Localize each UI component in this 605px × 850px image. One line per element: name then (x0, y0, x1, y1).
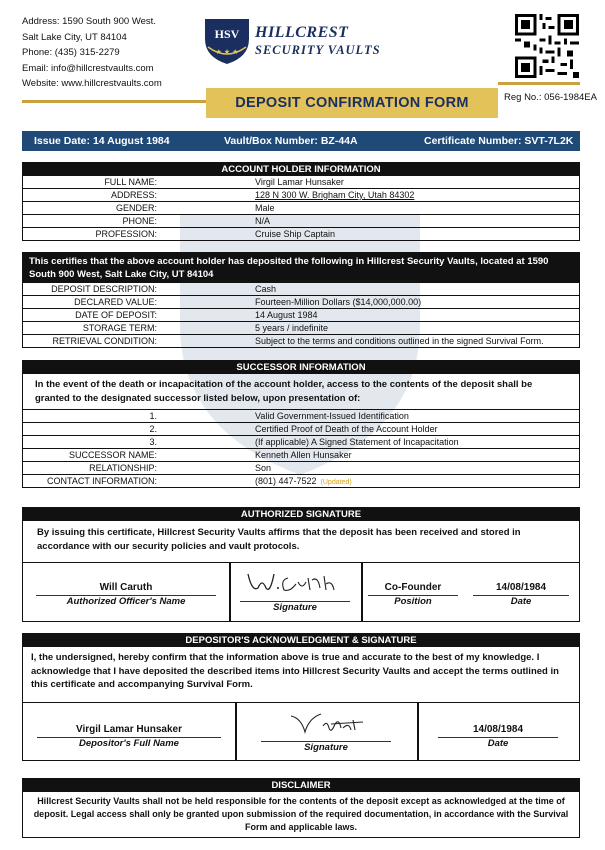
logo-shield-icon (203, 17, 251, 65)
disclaimer-text: Hillcrest Security Vaults shall not be held responsible for the contents of the deposit except as acknowledged at the time of deposit. Legal access shall only be granted upon submission of the required documentation, in accordance with the Survival Form and applicable laws. (33, 796, 569, 832)
field-value (255, 475, 352, 489)
qr-code (515, 14, 579, 78)
authorized-text: By issuing this certificate, Hillcrest Security Vaults affirms that the deposit has been received and stored in accordance with our security policies and vault protocols. (37, 527, 521, 552)
section-title: SUCCESSOR INFORMATION (23, 361, 579, 374)
position-label: Position (394, 596, 432, 607)
field-value: Cruise Ship Captain (255, 229, 336, 239)
depositor-signature (271, 708, 381, 736)
officer-name-label: Authorized Officer's Name (66, 596, 186, 607)
brand-line2: SECURITY VAULTS (255, 43, 381, 57)
field-row (23, 228, 579, 240)
depositor-name-cell (23, 724, 235, 749)
field-value: (If applicable) A Signed Statement of Incapacitation (255, 437, 459, 447)
svg-text:★ ★ ★: ★ ★ ★ (215, 49, 239, 56)
field-row (23, 215, 579, 228)
gold-divider-right (498, 82, 580, 85)
field-label: ADDRESS: (110, 190, 157, 200)
field-value: Son (255, 463, 272, 473)
officer-signature-cell (229, 568, 361, 613)
field-row (23, 436, 579, 449)
field-value: Certified Proof of Death of the Account Holder (255, 424, 438, 434)
reg-number: Reg No.: 056-1984EA (504, 92, 597, 103)
depositor-signature-cell (235, 708, 417, 753)
field-row (23, 462, 579, 475)
website-line: Website: www.hillcrestvaults.com (22, 78, 162, 89)
field-label: DATE OF DEPOSIT: (75, 310, 157, 320)
depositor-date: 14/08/1984 (472, 724, 524, 735)
acknowledgment-text: I, the undersigned, hereby confirm that the information above is true and accurate to the best of my knowledge. I acknowledge that I have deposited the described items into Hillcrest Security Vaults and accept the terms outlined in this certificate and accompanying Survival Form. (31, 652, 559, 690)
field-label: PHONE: (122, 216, 157, 226)
form-title: DEPOSIT CONFIRMATION FORM (235, 95, 469, 111)
field-label: GENDER: (115, 203, 157, 213)
field-row (23, 283, 579, 296)
field-value: Cash (255, 284, 277, 294)
field-label: DEPOSIT DESCRIPTION: (51, 284, 157, 294)
field-label: STORAGE TERM: (82, 323, 157, 333)
field-row (23, 322, 579, 335)
depositor-name-label: Depositor's Full Name (79, 738, 179, 749)
field-row (23, 410, 579, 423)
officer-position: Co-Founder (384, 582, 442, 593)
field-row (23, 202, 579, 215)
authorized-date: 14/08/1984 (495, 582, 547, 593)
brand-line1: HILLCREST (255, 24, 349, 41)
signature-label: Signature (304, 742, 348, 753)
email-line: Email: info@hillcrestvaults.com (22, 62, 154, 74)
logo-initials: HSV (214, 27, 240, 41)
field-label: 2. (149, 424, 157, 434)
deposit-intro: This certifies that the above account holder has deposited the following in Hillcrest Security Vaults, located at 1590 South 900 West, Salt Lake City, UT 84104 (23, 253, 579, 283)
account-holder-section (22, 162, 580, 241)
section-title: AUTHORIZED SIGNATURE (23, 508, 579, 521)
field-row (23, 423, 579, 436)
gold-divider-left (22, 100, 206, 103)
contact-value: (801) 447-7522 (255, 476, 317, 486)
field-row (23, 475, 579, 487)
account-holder-rows (23, 176, 579, 240)
field-row (23, 296, 579, 309)
field-row (23, 309, 579, 322)
depositor-name: Virgil Lamar Hunsaker (76, 724, 182, 735)
field-value: Virgil Lamar Hunsaker (255, 177, 344, 187)
successor-rows (23, 409, 579, 487)
disclaimer-section (22, 778, 580, 838)
field-label: FULL NAME: (104, 177, 157, 187)
vault-box-number: Vault/Box Number: BZ-44A (224, 135, 358, 147)
field-label: PROFESSION: (95, 229, 157, 239)
field-value: 5 years / indefinite (255, 323, 329, 333)
officer-name: Will Caruth (99, 582, 153, 593)
field-row (23, 189, 579, 202)
field-label: SUCCESSOR NAME: (68, 450, 157, 460)
authorized-date-cell (465, 582, 577, 607)
field-value: Fourteen-Million Dollars ($14,000,000.00) (255, 297, 422, 307)
signature-label: Signature (273, 602, 317, 613)
contact-block (22, 14, 162, 92)
field-value: Kenneth Allen Hunsaker (255, 450, 352, 460)
position-cell (361, 582, 465, 607)
section-title: ACCOUNT HOLDER INFORMATION (23, 163, 579, 176)
certificate-number: Certificate Number: SVT-7L2K (424, 135, 574, 147)
date-label: Date (487, 738, 509, 749)
deposit-rows (23, 283, 579, 347)
field-row (23, 176, 579, 189)
field-value: 14 August 1984 (255, 310, 318, 320)
officer-name-cell (23, 582, 229, 607)
authorized-signature-section (22, 507, 580, 622)
section-title: DEPOSITOR'S ACKNOWLEDGMENT & SIGNATURE (23, 634, 579, 647)
successor-intro: In the event of the death or incapacitation of the account holder, access to the contents of the deposit shall be granted to the designated successor listed below, upon presentation of: (35, 379, 533, 404)
address-line: Address: 1590 South 900 West. (22, 16, 156, 27)
field-value: Male (255, 203, 275, 213)
field-label: CONTACT INFORMATION: (47, 476, 157, 486)
field-label: 1. (149, 411, 157, 421)
updated-note: (Updated) (320, 479, 352, 486)
field-value: Subject to the terms and conditions outlined in the signed Survival Form. (255, 336, 544, 346)
officer-signature (240, 568, 350, 596)
issue-date: Issue Date: 14 August 1984 (34, 135, 170, 147)
field-label: DECLARED VALUE: (74, 297, 157, 307)
field-value: 128 N 300 W. Brigham City, Utah 84302 (255, 190, 415, 200)
field-label: RETRIEVAL CONDITION: (52, 336, 157, 346)
date-label: Date (510, 596, 532, 607)
info-bar (22, 131, 580, 151)
field-row (23, 335, 579, 347)
field-value: Valid Government-Issued Identification (255, 411, 409, 421)
brand-name (255, 24, 381, 58)
section-title: DISCLAIMER (23, 779, 579, 792)
field-value: N/A (255, 216, 271, 226)
field-row (23, 449, 579, 462)
field-label: 3. (149, 437, 157, 447)
field-label: RELATIONSHIP: (89, 463, 157, 473)
acknowledgment-section (22, 633, 580, 761)
deposit-section (22, 252, 580, 348)
city-line: Salt Lake City, UT 84104 (22, 31, 127, 43)
depositor-date-cell (417, 724, 579, 749)
phone-line: Phone: (435) 315-2279 (22, 47, 120, 58)
successor-section (22, 360, 580, 488)
